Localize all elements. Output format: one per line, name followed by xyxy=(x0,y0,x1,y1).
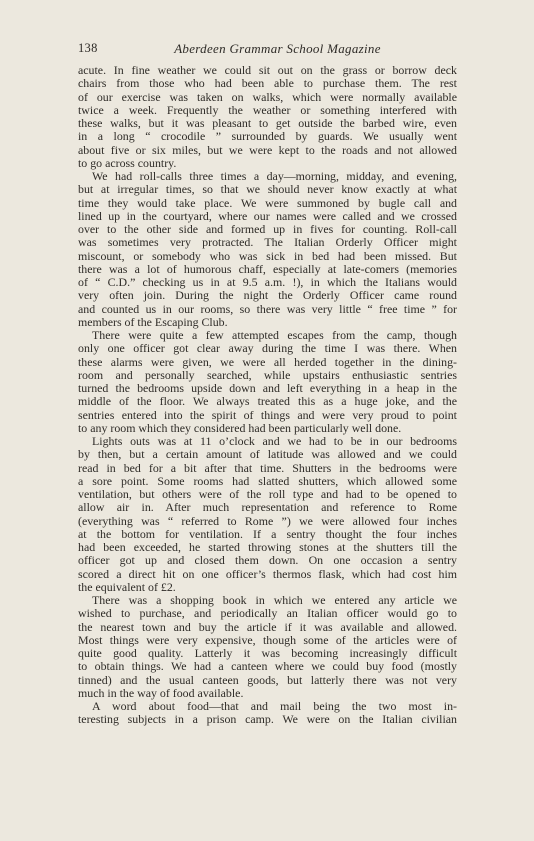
text-line: in a long “ crocodile ” surrounded by guards. We usually went xyxy=(78,130,457,144)
text-line: these alarms were given, we were all herded together in the dining- xyxy=(78,355,457,369)
text-line: allow air in. After much representation and reference to Rome xyxy=(78,501,457,515)
text-line: much in the way of food available. xyxy=(78,686,244,700)
text-line: There were quite a few attempted escapes from the camp, though xyxy=(92,329,457,342)
text-line: a sore point. Some rooms had slatted shutters, which allowed some xyxy=(78,474,457,488)
text-line: at the bottom for ventilation. If a sentry thought the four inches xyxy=(78,527,457,541)
text-line: only one officer got clear away during the time I was there. When xyxy=(78,342,457,356)
text-line: chairs from those who had been able to purchase them. The rest xyxy=(78,77,457,91)
text-line: and counted us in our rooms, so there was very little “ free time ” for xyxy=(78,302,457,316)
running-title: Aberdeen Grammar School Magazine xyxy=(174,41,381,56)
text-line: members of the Escaping Club. xyxy=(78,315,228,329)
body-text xyxy=(78,64,457,727)
text-line: of our exercise was taken on walks, which were normally available xyxy=(78,90,457,104)
text-line: Lights outs was at 11 o’clock and we had to be in our bedrooms xyxy=(92,435,457,448)
text-line: about five or six miles, but we were kept to the roads and not allowed xyxy=(78,143,457,157)
text-line: time they would take place. We were summoned by bugle call and xyxy=(78,196,457,210)
text-line: very often join. During the night the Orderly Officer came round xyxy=(78,289,457,303)
text-line: There was a shopping book in which we entered any article we xyxy=(92,594,457,607)
text-line: the equivalent of £2. xyxy=(78,580,176,594)
text-line: Most things were very expensive, though some of the articles were of xyxy=(78,633,457,647)
paragraph xyxy=(78,435,457,594)
text-line: the nearest town and buy the article if it was available and allowed. xyxy=(78,620,457,634)
text-line: there was a lot of humorous chaff, especially at late-comers (memories xyxy=(78,262,457,276)
text-line: officer got up and closed them down. On one occasion a sentry xyxy=(78,554,457,568)
paragraph xyxy=(78,170,457,329)
paragraph xyxy=(78,700,457,727)
text-line: but at irregular times, so that we should never know exactly at what xyxy=(78,183,457,197)
paragraph xyxy=(78,594,457,700)
text-line: tinned) and the usual canteen goods, but latterly there was not very xyxy=(78,673,457,687)
paragraph xyxy=(78,329,457,435)
text-line: (everything was “ referred to Rome ”) we were allowed four inches xyxy=(78,514,457,528)
text-line: teresting subjects in a prison camp. We were on the Italian civilian xyxy=(78,713,457,727)
text-line: miscount, or somebody who was sick in bed had been missed. But xyxy=(78,249,457,263)
text-line: acute. In fine weather we could sit out on the grass or borrow deck xyxy=(78,64,457,77)
page-header xyxy=(78,41,457,59)
text-line: to any room which they considered had been particularly well done. xyxy=(78,421,402,435)
text-line: lined up in the courtyard, where our names were called and we crossed xyxy=(78,209,457,223)
text-line: to go across country. xyxy=(78,156,177,170)
text-line: turned the bedrooms upside down and left everything in a heap in the xyxy=(78,382,457,395)
text-line: ventilation, but others were of the roll type and had to be opened to xyxy=(78,488,457,501)
text-line: had been exceeded, he started throwing stones at the shutters till the xyxy=(78,541,457,554)
text-line: sentries entered into the spirit of things and were very proud to point xyxy=(78,408,457,422)
text-line: twice a week. Frequently the weather or something interfered with xyxy=(78,103,457,117)
text-line: these walks, but it was pleasant to get outside the barbed wire, even xyxy=(78,117,457,130)
text-line: A word about food—that and mail being the two most in- xyxy=(92,700,457,713)
text-line: We had roll-calls three times a day—morning, midday, and evening, xyxy=(92,170,457,183)
page-number: 138 xyxy=(78,41,98,55)
text-line: quite good quality. Latterly it was becoming increasingly difficult xyxy=(78,647,457,660)
text-line: middle of the floor. We always treated this as a huge joke, and the xyxy=(78,395,457,409)
text-line: of “ C.D.” checking us in at 9.5 a.m. !), in which the Italians would xyxy=(78,276,457,289)
text-line: room and personally searched, while upstairs enthusiastic sentries xyxy=(78,368,457,382)
text-line: by then, but a certain amount of latitude was allowed and we could xyxy=(78,448,457,462)
text-line: was sometimes very protracted. The Italian Orderly Officer might xyxy=(78,236,457,250)
text-line: read in bed for a bit after that time. Shutters in the bedrooms were xyxy=(78,461,457,475)
text-line: over to the other side and formed up in fives for counting. Roll-call xyxy=(78,223,457,236)
text-line: to obtain things. We had a canteen where we could buy food (mostly xyxy=(78,660,457,674)
text-line: wished to purchase, and periodically an Italian officer would go to xyxy=(78,607,457,621)
paragraph xyxy=(78,64,457,170)
text-line: scored a direct hit on one officer’s thermos flask, which had cost him xyxy=(78,567,457,581)
